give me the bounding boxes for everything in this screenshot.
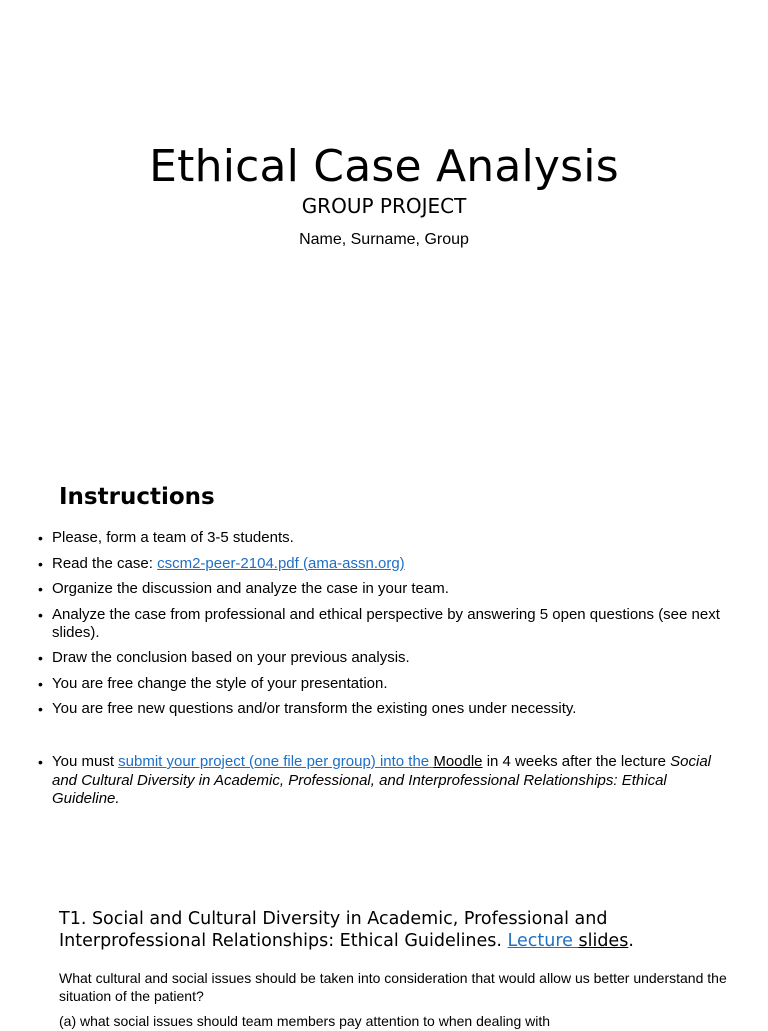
list-item: • You are free change the style of your presentation. — [38, 674, 388, 692]
list-item: • Draw the conclusion based on your previous analysis. — [38, 649, 410, 666]
bullet-icon: • — [38, 606, 43, 623]
slides-link[interactable]: slides — [578, 931, 629, 951]
presentation-title: Ethical Case Analysis — [149, 141, 619, 192]
bullet-icon: • — [38, 754, 43, 770]
list-item: • Analyze the case from professional and ethical perspective by answering 5 open questions (see next slides). — [38, 605, 720, 641]
list-item: • You are free new questions and/or transform the existing ones under necessity. — [38, 700, 577, 717]
presentation-subtitle: GROUP PROJECT — [301, 194, 467, 218]
lecture-title: Social and Cultural Diversity in Academic, Professional, and Interprofessional Relationships: Ethical Guideline. — [52, 753, 711, 807]
title-slide — [0, 0, 768, 432]
author-placeholder: Name, Surname, Group — [299, 231, 469, 248]
bullet-icon: • — [38, 555, 43, 572]
instructions-heading: Instructions — [59, 484, 215, 510]
list-item: • Read the case: cscm2-peer-2104.pdf (ama-assn.org) — [38, 554, 405, 572]
lecture-link[interactable]: Lecture — [507, 931, 579, 951]
instructions-slide — [0, 464, 768, 864]
case-pdf-link[interactable]: cscm2-peer-2104.pdf (ama-assn.org) — [157, 554, 405, 572]
subquestion-text: (a) what social issues should team members pay attention to when dealing with — [59, 1013, 551, 1029]
bullet-icon: • — [38, 675, 43, 692]
bullet-icon: • — [38, 530, 43, 546]
bullet-icon: • — [38, 581, 43, 597]
question-text: What cultural and social issues should be taken into consideration that would allow us better understand the situation of the patient? — [59, 970, 727, 1004]
topic-slide — [0, 896, 768, 1029]
bullet-icon: • — [38, 650, 43, 666]
instructions-list — [38, 529, 738, 726]
bullet-icon: • — [38, 701, 43, 717]
submit-project-link[interactable]: submit your project (one file per group) into the — [118, 753, 434, 770]
submission-note: • You must submit your project (one file per group) into the Moodle in 4 weeks after the lecture Social and Cultural Diversity in Academic, Professional, and Interprofessional Relationships: Ethical Guideline. — [38, 753, 711, 807]
topic-heading: T1. Social and Cultural Diversity in Academic, Professional and Interprofessional Relationships: Ethical Guidelines. Lecture slides. — [59, 909, 634, 951]
list-item: • Please, form a team of 3-5 students. — [38, 529, 294, 546]
list-item: • Organize the discussion and analyze the case in your team. — [38, 580, 449, 597]
moodle-link[interactable]: Moodle — [433, 753, 483, 770]
